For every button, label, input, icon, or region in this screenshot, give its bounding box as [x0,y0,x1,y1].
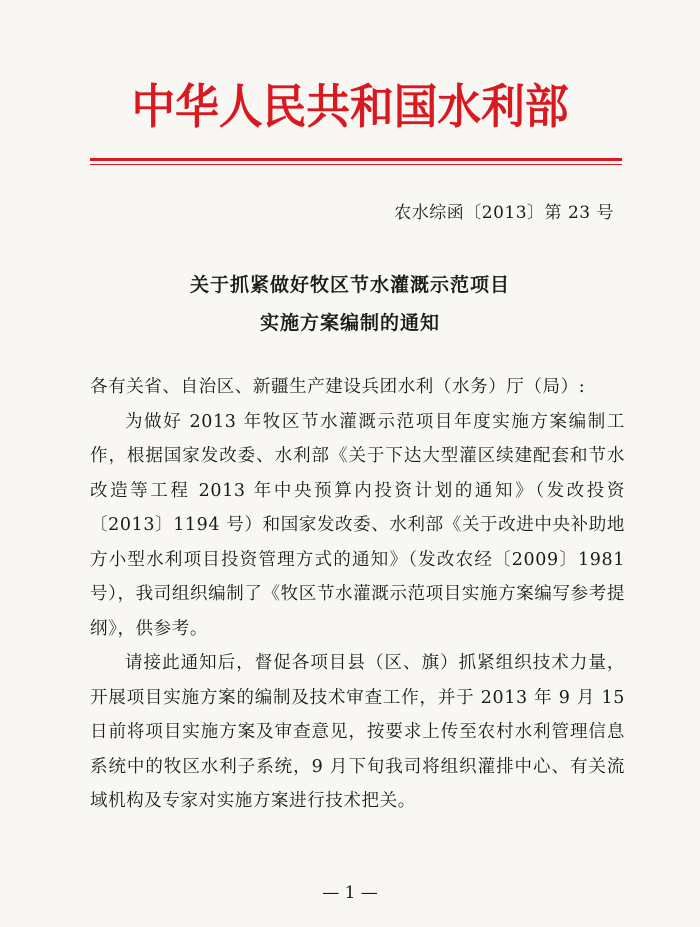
document-body [90,370,625,819]
body-paragraph-1: 为做好 2013 年牧区节水灌溉示范项目年度实施方案编制工作，根据国家发改委、水利部《关于下达大型灌区续建配套和节水改造等工程 2013 年中央预算内投资计划的通知》（发改投资〔2013〕1194 号）和国家发改委、水利部《关于改进中央补助地方小型水利项目投资管理方式的通知》（发改农经〔2009〕1981 号），我司组织编制了《牧区节水灌溉示范项目实施方案编写参考提纲》，供参考。 [90,411,625,639]
title-line-2: 实施方案编制的通知 [259,312,440,334]
masthead-red-rule [90,158,622,161]
salutation: 各有关省、自治区、新疆生产建设兵团水利（水务）厅（局）: [90,377,586,397]
document-number: 农水综函〔2013〕第 23 号 [394,203,614,223]
title-line-1: 关于抓紧做好牧区节水灌溉示范项目 [189,274,510,296]
page-number: — 1 — [322,883,378,903]
agency-masthead: 中华人民共和国水利部 [131,80,569,135]
masthead-red-rule-thin [90,164,622,165]
document-title [0,266,700,342]
body-paragraph-2: 请接此通知后，督促各项目县（区、旗）抓紧组织技术力量，开展项目实施方案的编制及技术审查工作，并于 2013 年 9 月 15 日前将项目实施方案及审查意见，按要求上传至农村水利管理信息系统中的牧区水利子系统，9 月下旬我司将组织灌排中心、有关流域机构及专家对实施方案进行技术把关。 [90,653,625,811]
